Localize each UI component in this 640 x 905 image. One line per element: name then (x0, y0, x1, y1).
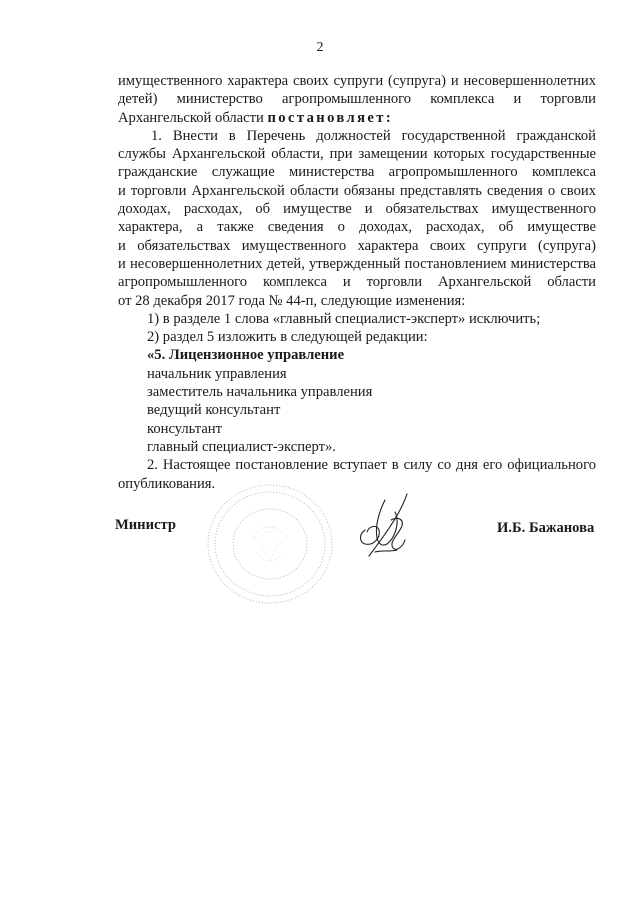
text-line: детей) министерство агропромышленного комплекса и торговли (118, 91, 596, 108)
text-line: опубликования. (118, 475, 216, 492)
text-line: службы Архангельской области, при замещении которых государственные (118, 146, 596, 163)
text-line: доходах, расходах, об имуществе и обязательствах имущественного (118, 201, 596, 218)
text-line: характера, а также сведения о доходах, расходах, об имуществе (118, 219, 596, 236)
position-item: заместитель начальника управления (147, 384, 373, 401)
text-line: и обязательствах имущественного характера своих супруги (супруга) (118, 237, 596, 254)
signature-block (0, 482, 640, 612)
position-item: ведущий консультант (147, 402, 281, 419)
text-line: от 28 декабря 2017 года № 44-п, следующие изменения: (118, 292, 466, 309)
signer-position: Министр (115, 517, 176, 533)
text-line: и несовершеннолетних детей, утвержденный постановлением министерства (118, 255, 596, 272)
document-body (118, 72, 596, 493)
decree-word: постановляет (267, 109, 386, 126)
text-fragment: Архангельской области (118, 109, 264, 126)
text-line: имущественного характера своих супруги (супруга) и несовершеннолетних (118, 73, 596, 89)
sub-item: 2) раздел 5 изложить в следующей редакции: (147, 329, 428, 346)
text-line: 1. Внести в Перечень должностей государственной гражданской (151, 127, 596, 144)
sub-item: 1) в разделе 1 слова «главный специалист-эксперт» исключить; (147, 310, 541, 327)
handwritten-signature (355, 490, 417, 562)
paragraph-intro (118, 72, 596, 127)
text-line: и торговли Архангельской области обязаны представлять сведения о своих (118, 182, 596, 199)
text-line: агропромышленного комплекса и торговли Архангельской области (118, 274, 596, 291)
page-number: 2 (316, 40, 324, 55)
official-seal (205, 482, 335, 607)
text-line: гражданские служащие министерства агропромышленного комплекса (118, 164, 596, 181)
position-item: консультант (147, 420, 222, 437)
sub-items (118, 310, 596, 347)
position-item: начальник управления (147, 365, 287, 382)
decree-colon: : (385, 109, 391, 126)
item-1 (118, 127, 596, 310)
section-5 (118, 346, 596, 456)
position-item: главный специалист-эксперт». (147, 438, 336, 455)
text-line (118, 109, 596, 127)
signer-name: И.Б. Бажанова (497, 520, 595, 536)
section-heading: «5. Лицензионное управление (147, 347, 345, 364)
text-line: 2. Настоящее постановление вступает в силу со дня его официального (147, 457, 596, 474)
